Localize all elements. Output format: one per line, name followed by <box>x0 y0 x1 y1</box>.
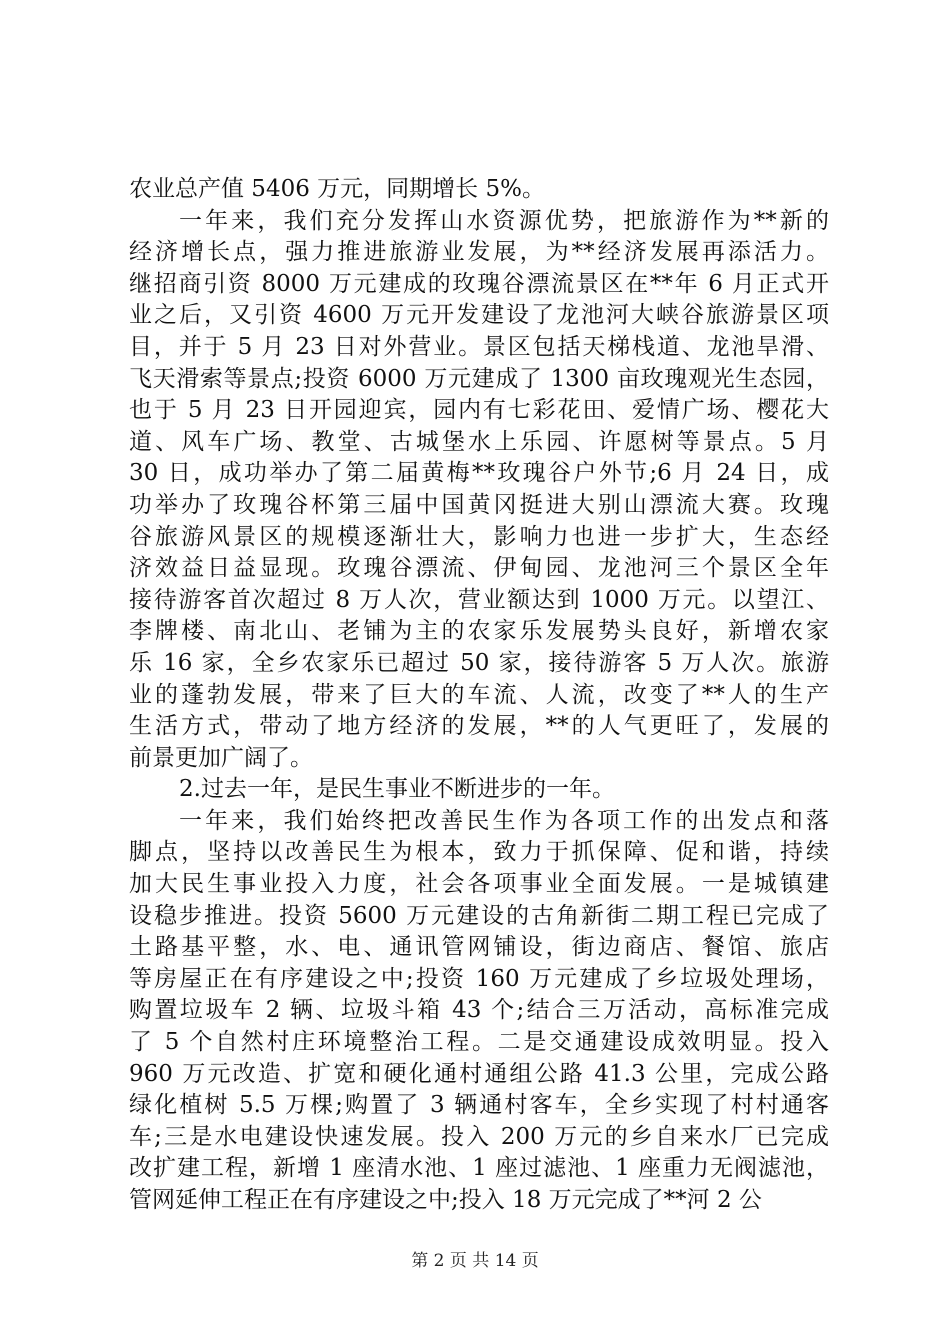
paragraph-2-line-0: 2.过去一年，是民生事业不断进步的一年。 <box>179 776 615 803</box>
paragraph-1-line-8: 30 日，成功举办了第二届黄梅**玫瑰谷户外节;6 月 24 日，成 <box>129 460 829 487</box>
paragraph-1-line-16: 生活方式，带动了地方经济的发展，**的人气更旺了，发展的 <box>129 713 829 740</box>
paragraph-0-line-0: 农业总产值 5406 万元，同期增长 5%。 <box>129 176 545 202</box>
document-body <box>129 174 829 1217</box>
paragraph-1-line-3: 业之后，又引资 4600 万元开发建设了龙池河大峡谷旅游景区项 <box>129 302 829 329</box>
paragraph-3-line-1: 脚点，坚持以改善民生为根本，致力于抓保障、促和谐，持续 <box>129 839 829 866</box>
paragraph-3-line-5: 等房屋正在有序建设之中;投资 160 万元建成了乡垃圾处理场， <box>129 965 829 992</box>
paragraph-1-line-17: 前景更加广阔了。 <box>129 744 313 771</box>
paragraph-1-line-5: 飞天滑索等景点;投资 6000 万元建成了 1300 亩玫瑰观光生态园， <box>129 365 829 392</box>
paragraph-1-line-7: 道、风车广场、教堂、古城堡水上乐园、许愿树等景点。5 月 <box>129 428 829 455</box>
paragraph-3-line-6: 购置垃圾车 2 辆、垃圾斗箱 43 个;结合三万活动，高标准完成 <box>129 997 829 1024</box>
paragraph-1-line-14: 乐 16 家，全乡农家乐已超过 50 家，接待游客 5 万人次。旅游 <box>129 649 829 676</box>
page-footer: 第 2 页 共 14 页 <box>411 1251 539 1271</box>
paragraph-1-line-12: 接待游客首次超过 8 万人次，营业额达到 1000 万元。以望江、 <box>129 586 829 613</box>
paragraph-1-line-1: 经济增长点，强力推进旅游业发展，为**经济发展再添活力。 <box>129 239 829 266</box>
paragraph-3-line-2: 加大民生事业投入力度，社会各项事业全面发展。一是城镇建 <box>129 871 829 898</box>
paragraph-3-line-11: 改扩建工程，新增 1 座清水池、1 座过滤池、1 座重力无阀滤池， <box>129 1155 829 1182</box>
paragraph-1-line-11: 济效益日益显现。玫瑰谷漂流、伊甸园、龙池河三个景区全年 <box>129 555 829 582</box>
paragraph-3-line-12: 管网延伸工程正在有序建设之中;投入 18 万元完成了**河 2 公 <box>129 1187 762 1213</box>
paragraph-3-line-3: 设稳步推进。投资 5600 万元建设的古角新街二期工程已完成了 <box>129 902 829 929</box>
paragraph-3-line-4: 土路基平整，水、电、通讯管网铺设，街边商店、餐馆、旅店 <box>129 934 829 961</box>
paragraph-1-line-2: 继招商引资 8000 万元建成的玫瑰谷漂流景区在**年 6 月正式开 <box>129 270 829 297</box>
paragraph-1-line-9: 功举办了玫瑰谷杯第三届中国黄冈挺进大别山漂流大赛。玫瑰 <box>129 491 829 518</box>
paragraph-1-line-0: 一年来，我们充分发挥山水资源优势，把旅游作为**新的 <box>179 207 829 234</box>
paragraph-1-line-4: 目，并于 5 月 23 日对外营业。景区包括天梯栈道、龙池旱滑、 <box>129 333 829 360</box>
paragraph-3-line-10: 车;三是水电建设快速发展。投入 200 万元的乡自来水厂已完成 <box>129 1123 829 1150</box>
paragraph-3-line-7: 了 5 个自然村庄环境整治工程。二是交通建设成效明显。投入 <box>129 1029 829 1056</box>
paragraph-3-line-9: 绿化植树 5.5 万棵;购置了 3 辆通村客车，全乡实现了村村通客 <box>129 1092 829 1119</box>
paragraph-1-line-6: 也于 5 月 23 日开园迎宾，园内有七彩花田、爱情广场、樱花大 <box>129 397 829 424</box>
paragraph-1-line-13: 李牌楼、南北山、老铺为主的农家乐发展势头良好，新增农家 <box>129 618 829 645</box>
paragraph-3-line-0: 一年来，我们始终把改善民生作为各项工作的出发点和落 <box>179 807 829 834</box>
paragraph-3-line-8: 960 万元改造、扩宽和硬化通村通组公路 41.3 公里，完成公路 <box>129 1060 829 1087</box>
paragraph-1-line-10: 谷旅游风景区的规模逐渐壮大，影响力也进一步扩大，生态经 <box>129 523 829 550</box>
paragraph-1-line-15: 业的蓬勃发展，带来了巨大的车流、人流，改变了**人的生产 <box>129 681 829 708</box>
